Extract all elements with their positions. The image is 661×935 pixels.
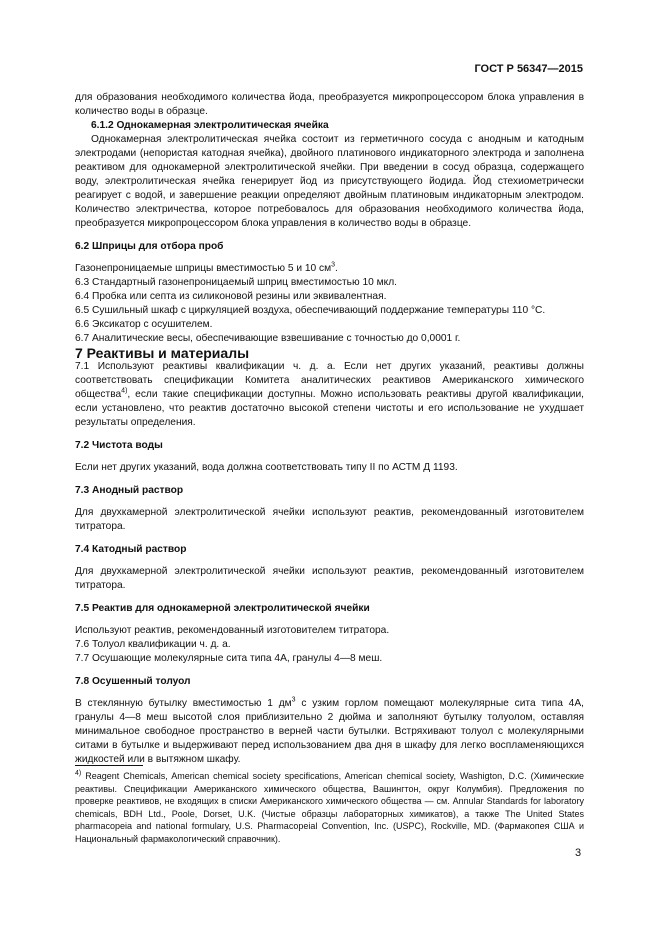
subsection-heading-6-1-2: 6.1.2 Однокамерная электролитическая ячейка	[91, 120, 329, 131]
page-number: 3	[575, 847, 582, 859]
document-standard-number: ГОСТ Р 56347—2015	[474, 63, 583, 75]
footnote-marker: 4)	[75, 770, 82, 777]
paragraph-7-8-rest: с узким горлом помещают молекулярные сита типа 4А, гранулы 4—8 меш высотой слоя приблизительно 2 дюйма и заполняют бутылку толуолом, оставляя минимальное свободное пространство в верней части бутылки. Встряхивают толуол с молекулярными ситами в бутылке и выдерживают перед использованием два дня в шкафу для легко воспламеняющихся жидкостей или в вытяжном шкафу.	[75, 698, 584, 765]
document-body	[75, 91, 584, 767]
subsection-heading-7-4: 7.4 Катодный раствор	[75, 544, 187, 555]
subsection-heading-7-2: 7.2 Чистота воды	[75, 440, 163, 451]
subsection-heading-7-8: 7.8 Осушенный толуол	[75, 676, 191, 687]
paragraph-6-2	[75, 262, 584, 276]
item-6-6: 6.6 Эксикатор с осушителем.	[75, 319, 213, 330]
item-7-6: 7.6 Толуол квалификации ч. д. а.	[75, 639, 231, 650]
section-heading-7: 7 Реактивы и материалы	[75, 345, 250, 361]
superscript: 3	[291, 696, 296, 704]
subsection-heading-7-5: 7.5 Реактив для однокамерной электролитической ячейки	[75, 603, 370, 614]
footnote	[75, 770, 584, 845]
superscript: 3	[331, 261, 336, 269]
paragraph-7-1	[75, 360, 584, 430]
footnote-reference: 4)	[121, 387, 128, 395]
paragraph-6-2-end: .	[335, 263, 338, 274]
paragraph-7-4: Для двухкамерной электролитической ячейки используют реактив, рекомендованный изготовителем титратора.	[75, 566, 584, 591]
paragraph-6-2-text: Газонепроницаемые шприцы вместимостью 5 и 10 см	[75, 263, 332, 274]
paragraph-7-1-text: 7.1 Используют реактивы квалификации ч. д. а. Если нет других указаний, реактивы должны соответствовать спецификации Комитета аналитических реактивов Американского химического общества	[75, 361, 584, 400]
item-6-5: 6.5 Сушильный шкаф с циркуляцией воздуха, обеспечивающий поддержание температуры 110 °С.	[75, 305, 546, 316]
paragraph-7-3: Для двухкамерной электролитической ячейки используют реактив, рекомендованный изготовителем титратора.	[75, 507, 584, 532]
footnote-separator	[75, 765, 143, 766]
footnote-text: Reagent Chemicals, American chemical society specifications, American chemical society, Washigton, D.C. (Химические реактивы. Спецификации Американского химического общества, Вашингтон, округ Колумбия). Предложения по проверке реактивов, не входящих в списки Американского химического общества — см. Annular Standards for laboratory chemicals, BDH Ltd., Poole, Dorset, U.K. (Чистые образцы лабораторных химикатов), а также The United States pharmacopeia and national formulary, U.S. Pharmacopeial Convention, Inc. (USPC), Rockville, MD. (Фармакопея США и Национальный фармакологический справочник).	[75, 771, 584, 844]
item-6-7: 6.7 Аналитические весы, обеспечивающие взвешивание с точностью до 0,0001 г.	[75, 333, 461, 344]
paragraph-6-1-2: Однокамерная электролитическая ячейка состоит из герметичного сосуда с анодным и катодным электродами (непористая катодная ячейка), двойного платинового индикаторного электрода и заполнена реактивом для однокамерной электролитической ячейки. При введении в сосуд образца, содержащего воду, электролитическая ячейка генерирует йод из присутствующего йодида. Йод стехиометрически реагирует с водой, и завершение реакции определяют двойным платиновым индикаторным электродом. Количество электричества, которое потребовалось для образования необходимого количества йода, преобразуется микропроцессором блока управления в количество воды в образце.	[75, 134, 584, 229]
paragraph-continuation: для образования необходимого количества йода, преобразуется микропроцессором блока управления в количество воды в образце.	[75, 92, 584, 117]
paragraph-7-1-rest: , если такие спецификации доступны. Можно использовать реактивы другой квалификации, если установлено, что реактив достаточно высокой степени чистоты и его использование не ухудшает результаты определения.	[75, 389, 584, 428]
paragraph-7-5: Используют реактив, рекомендованный изготовителем титратора.	[75, 625, 390, 636]
paragraph-7-8-text: В стеклянную бутылку вместимостью 1 дм	[75, 698, 292, 709]
subsection-heading-7-3: 7.3 Анодный раствор	[75, 485, 184, 496]
paragraph-7-2: Если нет других указаний, вода должна соответствовать типу II по АСТМ Д 1193.	[75, 462, 458, 473]
paragraph-7-8	[75, 697, 584, 767]
item-6-3: 6.3 Стандартный газонепроницаемый шприц вместимостью 10 мкл.	[75, 277, 397, 288]
item-7-7: 7.7 Осушающие молекулярные сита типа 4А, гранулы 4—8 меш.	[75, 653, 383, 664]
item-6-4: 6.4 Пробка или септа из силиконовой резины или эквивалентная.	[75, 291, 387, 302]
subsection-heading-6-2: 6.2 Шприцы для отбора проб	[75, 241, 224, 252]
